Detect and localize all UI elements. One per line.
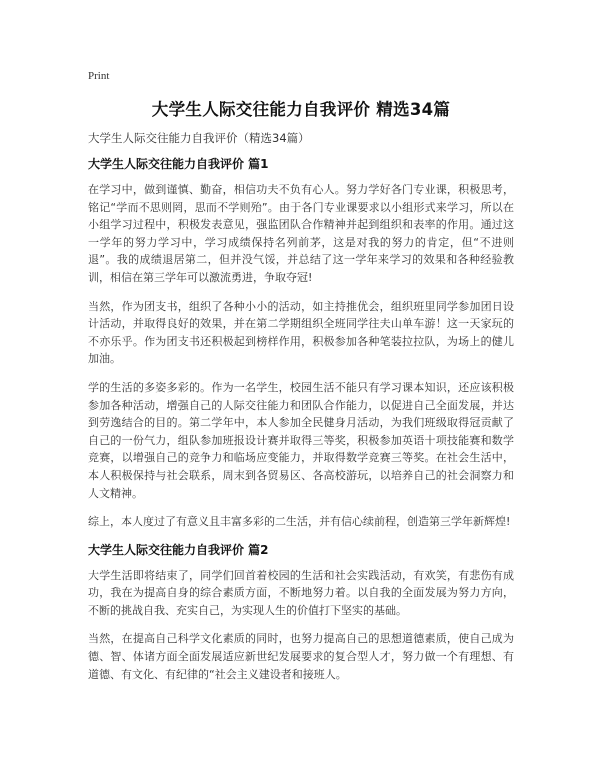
- document-body: [88, 156, 514, 694]
- print-link[interactable]: Print: [88, 70, 110, 82]
- paragraph: 在学习中，做到谨慎、勤奋，相信功夫不负有心人。努力学好各门专业课，积极思考，铭记“学而不思则罔，思而不学则殆”。由于各门专业课要求以小组形式来学习，所以在小组学习过程中，积极发表意见，强监团队合作精神并起到组织和表率的作用。通过这一学年的努力学习中，学习成绩保持名列前茅，这是对我的努力的肯定，但“不进则退”。我的成绩退居第二，但并没气馁，并总结了这一学年来学习的效果和各种经验教训，相信在第三学年可以激流勇进，争取夺冠!: [88, 183, 514, 284]
- paragraph: 当然，在提高自己科学文化素质的同时，也努力提高自己的思想道德素质，使自己成为德、智、体诸方面全面发展适应新世纪发展要求的复合型人才，努力做一个有理想、有道德、有文化、有纪律的“社会主义建设者和接班人。: [88, 632, 514, 681]
- section-heading: 大学生人际交往能力自我评价 篇2: [88, 542, 269, 557]
- section-2: [88, 542, 514, 684]
- paragraph: 当然，作为团支书，组织了各种小小的活动，如主持推优会，组织班里同学参加团日设计活动，并取得良好的效果，并在第二学期组织全班同学往夫山单车游！这一天家玩的不亦乐乎。作为团支书还积极起到榜样作用，积极参加各种笔装拉拉队，为场上的健儿加油。: [88, 299, 514, 366]
- section-heading: 大学生人际交往能力自我评价 篇1: [88, 157, 269, 171]
- paragraph: 综上，本人度过了有意义且丰富多彩的二生活，并有信心续前程，创造第三学年新辉煌!: [88, 515, 511, 529]
- document-title: 大学生人际交往能力自我评价 精选34篇: [151, 100, 451, 119]
- paragraph: 学的生活的多姿多彩的。作为一名学生，校园生活不能只有学习课本知识，还应该积极参加各种活动，增强自己的人际交往能力和团队合作能力，以促进自己全面发展，并达到劳逸结合的目的。第二学年中，本人参加全民健身月活动，为我们班级取得冠贡献了自己的一份气力，组队参加班报设计赛并取得三等奖，积极参加英语十项技能赛和数学竞赛，以增强自己的竞争力和临场应变能力，并取得数学竞赛三等奖。在社会生活中，本人积极保持与社会联系，周末到各贸易区、各高校游玩，以培养自己的社会洞察力和人文精神。: [88, 380, 514, 500]
- section-1: [88, 156, 514, 531]
- paragraph: 大学生活即将结束了，同学们回首着校园的生活和社会实践活动，有欢笑，有悲伤有成功，我在为提高自身的综合素质方面，不断地努力着。以自我的全面发展为努力方向，不断的挑战自我、充实自己，为实现人生的价值打下坚实的基础。: [88, 568, 514, 617]
- document-subtitle: 大学生人际交往能力自我评价（精选34篇）: [88, 131, 310, 145]
